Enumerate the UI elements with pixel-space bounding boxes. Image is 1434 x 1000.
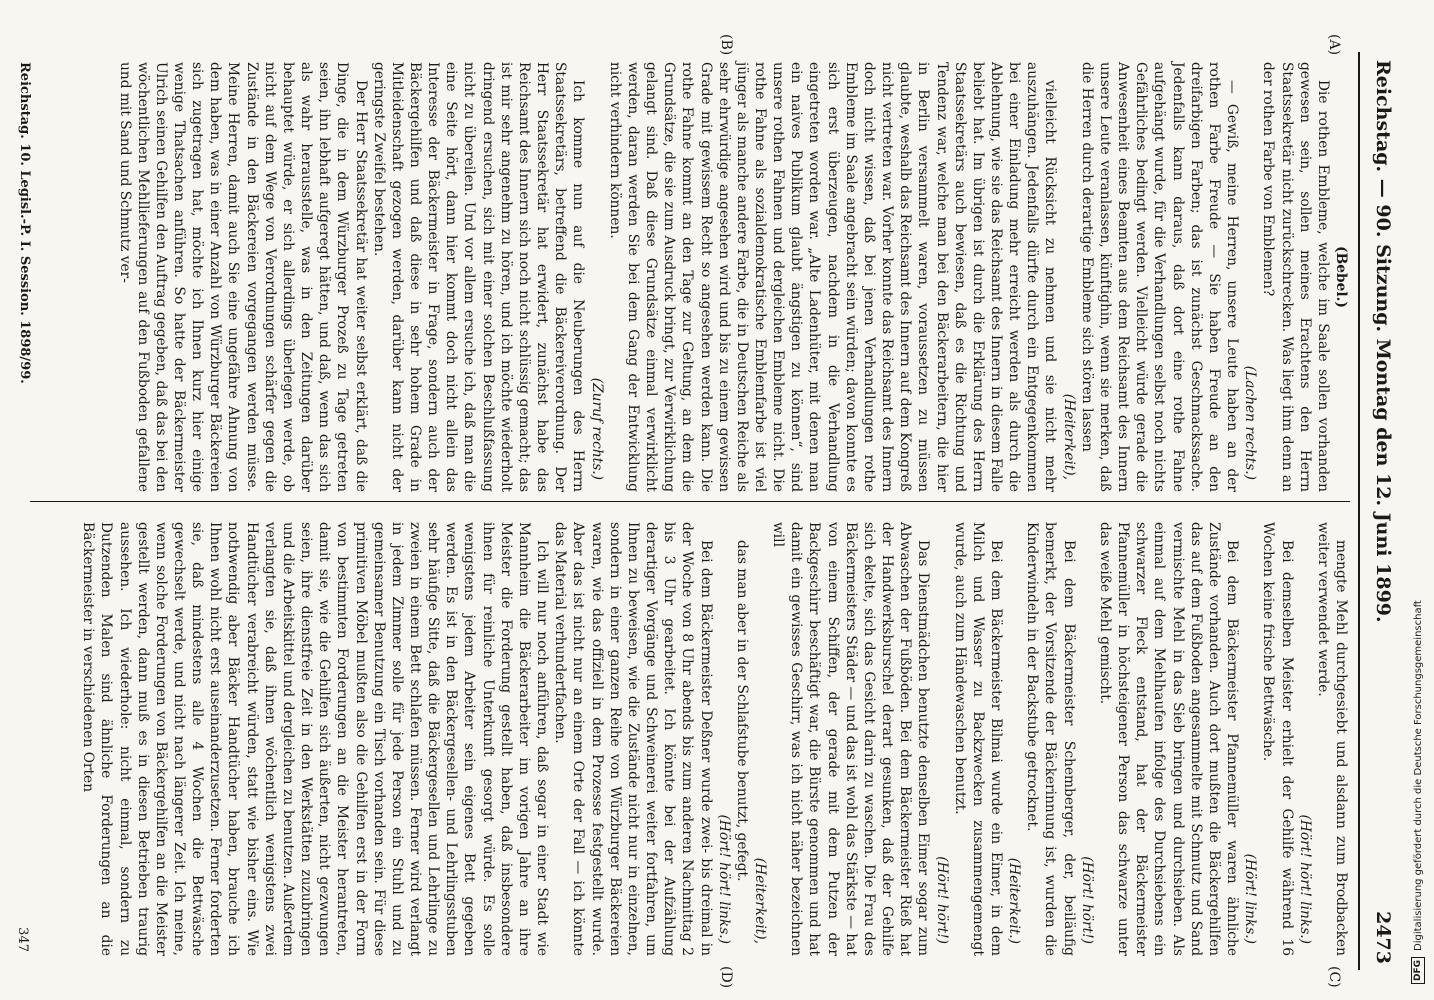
- paragraph: das man aber in der Schlafstube benutzt, gefegt.: [733, 540, 750, 882]
- interjection: (Heiterkeit),: [1060, 393, 1077, 480]
- interjection: (Hört! hört! links.): [715, 814, 732, 944]
- paragraph: Ich will nur noch anführen, daß sogar in einer Stadt wie Mannheim die Bäckerarbeiter im vorigen Jahre an ihre Meister die Forderung gestellt haben, daß insbesondere ihnen für reinliche Unterkunft gesorgt würde. Es solle wenigstens jedem Arbeiter sein eigenes Bett gegeben werden. Es ist in den Bäckergesellen- und Lehrlingsstuben sehr häufige Sitte, daß die Bäckergesellen und Lehrlinge zu zweien in einem Bett schlafen müssen. Ferner wird verlangt in jedem Zimmer solle für jede Person ein Stuhl und zu gemeinsamer Benutzung ein Tisch vorhanden sein. Für diese primitiven Möbel mußten also die Gehilfen erst in der Form von bestimmten Forderungen an die Meister herantreten, damit sie, wie die Gehilfen sich äußerten, nicht gezwungen seien, ihre dienstfreie Zeit in den Werkstätten zuzubringen und die Arbeitskittel und dergleichen zu benutzen. Außerdem verlangten sie, daß ihnen wöchentlich wenigstens zwei Handtücher verabreicht würden, statt wie bisher eins. Wie nothwendig aber Bäcker Handtücher haben, brauche ich Ihnen wohl nicht erst auseinanderzusetzen. Ferner forderten sie, daß mindestens alle 4 Wochen die Bettwäsche gewechselt werde, und nicht nach längerer Zeit. Ich meine, wenn solche Forderungen von Bäckergehilfen an die Meister gestellt werden, dann muß es in diesen Betrieben traurig aussehen. Ich wiederhole: nicht einmal, sondern zu Dutzenden Malen sind ähnliche Forderungen an die Bäckermeister in verschiedenen Orten: [80, 522, 551, 956]
- header-title: Reichstag. — 90. Sitzung. Montag den 12. Juni 1899.: [1372, 60, 1394, 623]
- paragraph: Der Herr Staatssekretär hat weiter selbst erklärt, daß die Dinge, die in dem Würzburger Prozeß zu Tage getreten seien, ihn lebhaft aufgeregt hätten, und daß, wenn das sich als wahr herausstelle, was in den Zeitungen darüber behauptet würde, er sich allerdings überlegen werde, ob nicht auf dem Wege von Verordnungen schärfer gegen die Zustände in den Bäckereien vorgegangen werden müsse. Meine Herren, damit auch Sie eine ungefähre Ahnung von dem haben, was in einer Anzahl von Würzburger Bäckereien sich zugetragen hat, möchte ich Ihnen kurz hier einige wenige Thatsachen anführen. So hatte der Bäckermeister Ulrich seinen Gehilfen den Auftrag gegeben, daß das bei den wöchentlichen Mehllieferungen auf den Fußboden gefallene und mit Sand und Schmutz ver-: [116, 62, 369, 492]
- interjection: (Hört! hört! links.): [1296, 814, 1313, 944]
- interjection: (Lachen rechts.): [1242, 365, 1259, 480]
- column-divider: [30, 501, 1350, 502]
- paragraph: Bei dem Bäckermeister Deßner wurde zwei- bis dreimal in der Woche von 8 Uhr abends bis zum anderen Nachmittag 2 bis 3 Uhr gearbeitet. Ich könnte bei der Aufzählung derartiger Vorgänge und Schweinerei weiter fortfahren, um Ihnen zu beweisen, wie die Zustände nicht nur in einzelnen, sondern in einer ganzen Reihe von Würzburger Bäckereien waren, wie das offiziell in dem Prozesse festgestellt wurde. Aber das ist nicht nur an einem Orte der Fall — ich könnte das Material verhundertfachen.: [552, 522, 714, 956]
- margin-marker-c: (C): [1326, 966, 1342, 988]
- paragraph: Bei demselben Meister erhielt der Gehilfe während 16 Wochen keine frische Bettwäsche.: [1260, 522, 1295, 956]
- margin-marker-a: (A): [1326, 34, 1342, 56]
- digitization-credit: [1408, 16, 1430, 984]
- margin-marker-b: (B): [718, 34, 734, 56]
- interjection: (Hört! hört!): [933, 856, 950, 944]
- footer-page: 347: [15, 927, 30, 952]
- interjection: (Heiterkeit),: [752, 857, 768, 944]
- right-column: [79, 522, 1350, 956]
- interjection: (Heiterkeit.): [1006, 857, 1023, 944]
- paragraph: — Gewiß, meine Herren, unsere Leute haben an der rothen Farbe Freude — Sie haben Freude an den dreifarbigen Farben; das ist zunächst Geschmackssache. Jedenfalls kann daraus, daß dort eine rothe Fahne aufgehängt wurde, für die Verhandlungen selbst noch nichts Gefährliches bedingt werden. Vielleicht würde gerade die Anwesenheit eines Beamten aus dem Reichsamt des Innern unsere Leute veranlassen, künftighin, wenn sie merken, daß die Herren durch derartige Embleme sich stören lassen: [1078, 62, 1241, 492]
- paragraph: Bei dem Bäckermeister Bilmai wurde ein Eimer, in dem Milch und Wasser zu Backzwecken zusammengemengt wurde, auch zum Händewaschen benutzt.: [951, 522, 1005, 956]
- dfg-logo-icon: DFG: [1411, 957, 1425, 984]
- paragraph: mengte Mehl durchgesiebt und alsdann zum Brodbacken weiter verwendet werde.: [1314, 522, 1349, 956]
- paragraph: Bei dem Bäckermeister Pfannemüller waren ähnliche Zustände vorhanden. Auch dort mußten die Bäckergehilfen das auf dem Fußboden angesammelte mit Schmutz und Sand vermischte Mehl in das Sieb bringen und durchsieben. Als einmal auf dem Mehlhaufen infolge des Durchsiebens ein schwarzer Fleck entstand, hat der Bäckermeister Pfannemüller in höchsteigener Person das schwarze unter das weiße Mehl gemischt.: [1096, 522, 1241, 956]
- interjection: (Hört! hört!): [1078, 856, 1095, 944]
- margin-marker-d: (D): [718, 966, 734, 989]
- paragraph: Ich komme nun auf die Neuberungen des Herrn Staatssekretärs, betreffend die Bäckereiverordnung. Der Herr Staatssekretär hat erwidert, zunächst habe das Reichsamt des Innern sich noch nicht schlüssig gemacht; das ist mir sehr angenehm zu hören, und ich möchte wiederholt dringend ersuchen, sich mit einer solchen Beschlußfassung nicht zu übereilen. Und vor allem ersuche ich, daß man die eine Seite hört, dann hier kommt doch nicht allein das Interesse der Bäckermeister in Frage, sondern auch der Bäckergehilfen und daß diese in sehr hohem Grade in Mitleidenschaft gezogen werden, darüber kann nicht der geringste Zweifel bestehen.: [370, 62, 587, 492]
- page-header: [1366, 60, 1400, 964]
- paragraph: vielleicht Rücksicht zu nehmen und sie nicht mehr auszuhängen. Jedenfalls dürfte durch ein Entgegenkommen bei einer Einladung mehr erreicht werden als durch die Ablehnung, wie sie das Reichsamt des Innern in diesem Falle beliebt hat. Im übrigen ist durch die Erklärung des Herrn Staatssekretärs auch bewiesen, daß es die Richtung und Tendenz war, welche man bei den Bäckerarbeitern, die hier in Berlin versammelt waren, voraussetzen zu müssen glaubte, weshalb das Reichsamt des Innern auf dem Kongreß nicht vertreten war. Vorher konnte das Reichsamt des Innern doch nicht wissen, daß bei jenen Verhandlungen rothe Embleme im Saale angebracht sein würden; davon konnte es sich erst überzeugen, nachdem in die Verhandlung eingetreten worden war. „Alte Ladenhüter, mit denen man ein naives Publikum glaubt ängstigen zu können“, sind unsere rothen Fahnen und dergleichen Embleme nicht. Die rothe Fahne als sozialdemokratische Emblemfarbe ist viel jünger als manche andere Farbe, die in Deutschen Reiche als sehr ehrwürdige angesehen wird und bis zu einem gewissen Grade mit gewissem Recht so angesehen werden kann. Die rothe Fahne kommt an den Tage zur Geltung, an dem die Grundsätze, die sie zum Ausdruck bringt, zur Verwirklichung gelangt sind. Daß diese Grundsätze einmal verwirklicht werden, daran werden Sie bei dem Gang der Entwicklung nicht verhindern können.: [606, 62, 1059, 492]
- paragraph: Bei dem Bäckermeister Schemberger, der, beiläufig bemerkt, der Vorsitzende der Bäckerinnung ist, wurden die Kinderwindeln in der Backstube getrocknet.: [1024, 522, 1077, 956]
- paragraph: Die rothen Embleme, welche im Saale sollen vorhanden gewesen sein, sollen meines Erachtens den Herrn Staatssekretär nicht zurückschrecken. Was liegt ihm denn an der rothen Farbe von Emblemen?: [1260, 62, 1331, 492]
- interjection: (Zuruf rechts.): [588, 377, 605, 480]
- speaker: (Bebel.): [1333, 246, 1349, 308]
- paragraph: Das Dienstmädchen benutzte denselben Eimer sogar zum Abwaschen der Fußböden. Bei dem Bäckermeister Rieß hat der Handwerksburschel derart gesunken, daß der Gehilfe sich ekelte, sich das Gesicht darin zu waschen. Die Frau des Bäckermeisters Städer — und das ist wohl das Stärkste — hat von einem Schiffen, der gerade mit dem Putzen der Backgeschirr beschäftigt war, die Bürste genommen und hat damit ein gewisses Geschirr, was ich nicht näher bezeichnen will: [770, 522, 932, 956]
- page-number: 2473: [1372, 911, 1394, 964]
- interjection: (Hört! links.): [1242, 853, 1259, 944]
- header-rule: [1358, 52, 1360, 970]
- left-column: [115, 62, 1350, 492]
- footer-session: Reichstag. 10. Legisl.-P. I. Session. 1898/99.: [17, 62, 32, 384]
- credit-text: Digitalisierung gefördert durch die Deutsche Forschungsgemeinschaft: [1413, 600, 1424, 951]
